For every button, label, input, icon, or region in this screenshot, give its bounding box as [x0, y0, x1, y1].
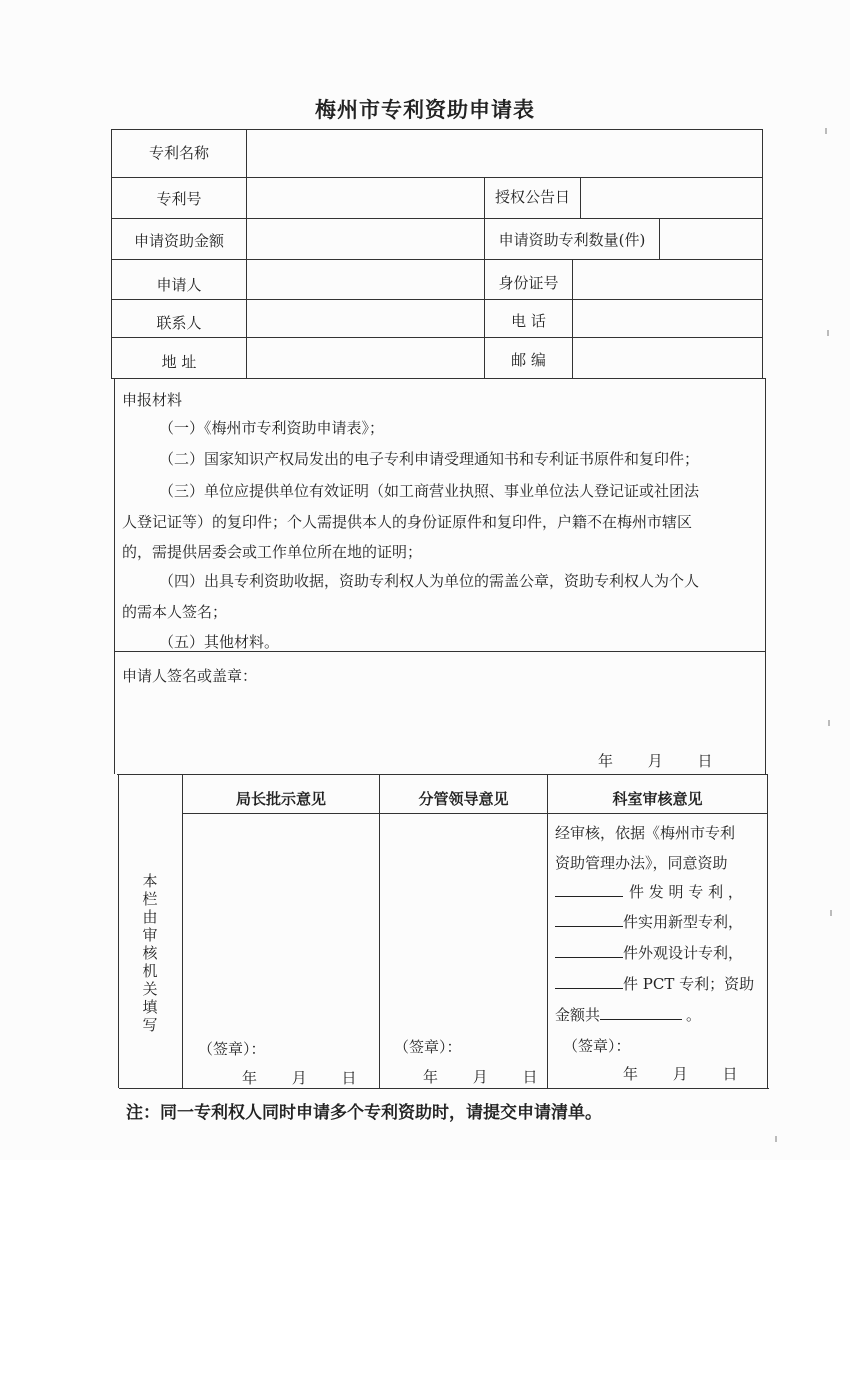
label-patent-name: 专利名称: [148, 144, 209, 162]
border-left: [118, 774, 119, 1088]
label-grant-date: 授权公告日: [494, 188, 570, 206]
col-line: [547, 774, 548, 1088]
scan-mark: [825, 128, 827, 134]
row-line: [111, 177, 762, 178]
pct-label: 件 PCT 专利；资助: [623, 975, 755, 993]
border-left: [111, 129, 112, 378]
header-section: 科室审核意见: [612, 790, 703, 808]
footnote: 注：同一专利权人同时申请多个专利资助时，请提交申请清单。: [126, 1103, 602, 1123]
row-line: [111, 337, 762, 338]
stamp-label-director: （签章）：: [198, 1040, 266, 1058]
label-patent-no: 专利号: [156, 190, 202, 208]
review-text: 经审核，依据《梅州市专利: [555, 824, 736, 842]
total-prefix: 金额共: [555, 1006, 601, 1024]
row-line: [111, 299, 762, 300]
blank-field: [555, 911, 623, 927]
col-line: [182, 774, 183, 1088]
applicant-signature-label: 申请人签名或盖章：: [122, 667, 258, 685]
form-title: 梅州市专利资助申请表: [315, 97, 535, 122]
date-section: 年 月 日: [623, 1065, 738, 1083]
border-right: [767, 774, 768, 1088]
materials-item: 的，需提供居委会或工作单位所在地的证明；: [122, 543, 423, 561]
blank-field: [600, 1004, 682, 1020]
signature-date: 年 月 日: [598, 752, 713, 770]
label-postcode: 邮 编: [511, 351, 546, 369]
col-line: [580, 177, 581, 218]
pct-count-line: [555, 973, 754, 994]
total-amount-line: [555, 1004, 701, 1025]
border-left: [114, 378, 115, 774]
scan-mark: [830, 910, 832, 916]
design-count-line: [555, 942, 743, 963]
col-line: [659, 218, 660, 259]
materials-item: 人登记证等）的复印件；个人需提供本人的身份证原件和复印件，户籍不在梅州市辖区: [122, 513, 693, 531]
blank-field: [555, 973, 623, 989]
border-bottom: [119, 1088, 769, 1089]
label-patent-count: 申请资助专利数量(件): [498, 231, 646, 249]
review-text: 资助管理办法》，同意资助: [555, 854, 728, 872]
blank-field: [555, 881, 623, 897]
border-right: [765, 378, 766, 774]
border-right: [762, 129, 763, 378]
invention-count-line: [555, 881, 743, 902]
blank-field: [555, 942, 623, 958]
label-amount: 申请资助金额: [133, 232, 224, 250]
label-contact: 联系人: [156, 314, 202, 332]
col-line: [572, 259, 573, 378]
stamp-label-deputy: （签章）：: [394, 1038, 462, 1056]
label-applicant: 申请人: [156, 276, 202, 294]
design-label: 件外观设计专利，: [623, 944, 744, 962]
materials-item: （二）国家知识产权局发出的电子专利申请受理通知书和专利证书原件和复印件；: [159, 450, 700, 468]
materials-item: （五）其他材料。: [159, 633, 280, 651]
border-top: [111, 129, 762, 130]
materials-heading: 申报材料: [122, 391, 183, 409]
label-phone: 电 话: [511, 312, 546, 330]
col-line: [246, 129, 247, 378]
scan-mark: [775, 1136, 777, 1142]
header-director: 局长批示意见: [235, 790, 326, 808]
invention-label: 件 发 明 专 利 ，: [629, 883, 743, 901]
materials-item: （一）《梅州市专利资助申请表》；: [159, 419, 385, 437]
date-director: 年 月 日: [242, 1069, 357, 1087]
stamp-label-section: （签章）：: [563, 1037, 631, 1055]
row-line: [111, 378, 765, 379]
scan-mark: [827, 330, 829, 336]
label-id-number: 身份证号: [498, 274, 559, 292]
total-suffix: 。: [686, 1006, 702, 1024]
date-deputy: 年 月 日: [423, 1068, 538, 1086]
materials-item: （三）单位应提供单位有效证明（如工商营业执照、事业单位法人登记证或社团法: [159, 482, 700, 500]
row-line: [111, 259, 762, 260]
row-line: [117, 774, 767, 775]
utility-count-line: [555, 911, 743, 932]
col-line: [379, 774, 380, 1088]
header-deputy: 分管领导意见: [418, 790, 509, 808]
utility-label: 件实用新型专利，: [623, 913, 744, 931]
materials-item: 的需本人签名；: [122, 603, 228, 621]
materials-item: （四）出具专利资助收据，资助专利权人为单位的需盖公章，资助专利权人为个人: [159, 572, 700, 590]
review-side-label: 本栏由审核机关填写: [142, 872, 158, 1034]
row-line: [182, 813, 767, 814]
label-address: 地 址: [161, 353, 197, 371]
scan-mark: [828, 720, 830, 726]
row-line: [111, 218, 762, 219]
